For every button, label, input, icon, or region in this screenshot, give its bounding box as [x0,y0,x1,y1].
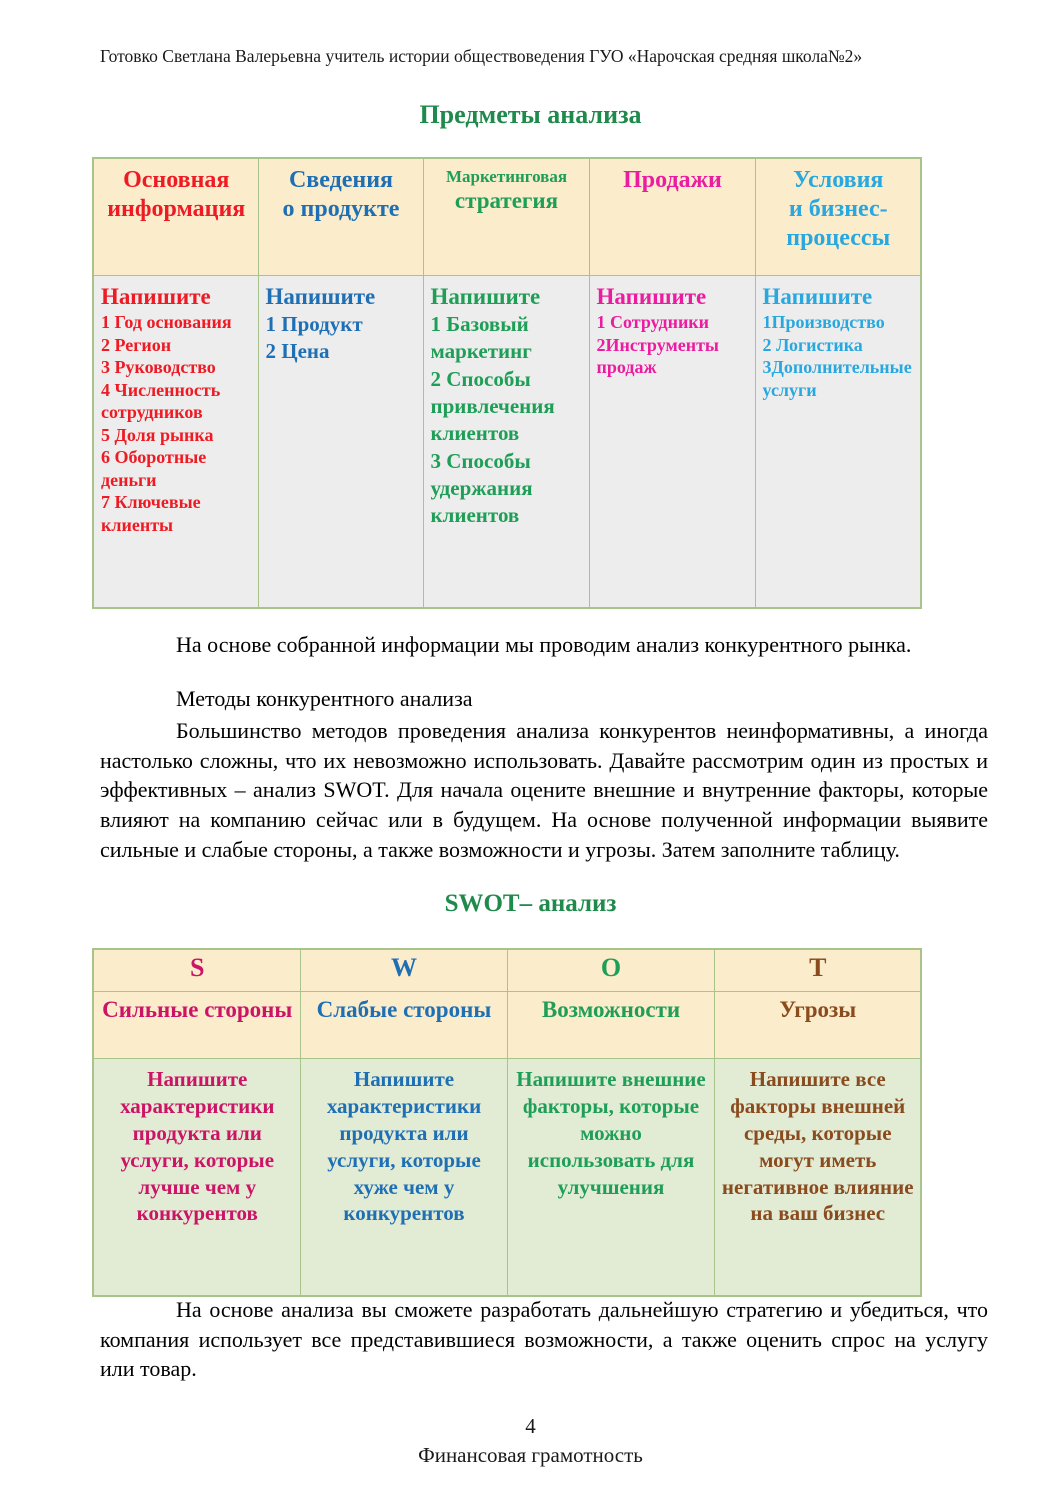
cell-product-info [258,276,423,609]
swot-letter-o: O [507,949,714,992]
cell-main-info [93,276,258,609]
running-header: Готовко Светлана Валерьевна учитель истории обществоведения ГУО «Нарочская средняя школа№2» [100,46,863,66]
swot-cell-threats: Напишите все факторы внешней среды, которые могут иметь негативное влияние на ваш бизнес [714,1059,921,1297]
swot-name-weaknesses: Слабые стороны [300,992,507,1059]
paragraph-market-analysis: На основе собранной информации мы проводим анализ конкурентного рынка. [176,632,912,657]
header-line-2: информация [107,195,246,222]
table-row-swot-names [93,992,921,1059]
page-title-swot: SWOT– анализ [444,890,617,917]
swot-cell-weaknesses: Напишите характеристики продукта или услуги, которые хуже чем у конкурентов [300,1059,507,1297]
cell-item-list: 1Производство 2 Логистика 3Дополнительные услуги [762,312,912,400]
cell-lead-label: Напишите [265,284,376,309]
cell-item-list: 1 Продукт 2 Цена [265,312,363,364]
cell-item-list: 1 Базовый маркетинг 2 Способы привлечения клиентов 3 Способы удержания клиентов [430,312,555,528]
swot-name-opportunities: Возможности [507,992,714,1059]
column-header-sales [589,158,755,276]
header-line-2: о продукте [282,195,400,222]
cell-lead-label: Напишите [430,284,541,309]
table-swot-analysis [92,948,922,1297]
cell-marketing-strategy [423,276,589,609]
cell-item-list: 1 Сотрудники 2Инструменты продаж [596,312,719,378]
swot-name-threats: Угрозы [714,992,921,1059]
swot-cell-opportunities: Напишите внешние факторы, которые можно использовать для улучшения [507,1059,714,1297]
header-line-1: Условия [793,167,884,193]
header-line-1: Сведения [288,167,394,193]
page-number: 4 [525,1414,536,1438]
swot-name-strengths: Сильные стороны [93,992,300,1059]
table-row-swot-body [93,1059,921,1297]
header-line-2: стратегия [454,188,559,214]
cell-item-list: 1 Год основания 2 Регион 3 Руководство 4 Численность сотрудников 5 Доля рынка 6 Оборотные деньги 7 Ключевые клиенты [101,312,232,535]
cell-lead-label: Напишите [101,284,211,309]
header-line-1: Основная [123,167,230,193]
paragraph-conclusion: На основе анализа вы сможете разработать дальнейшую стратегию и убедиться, что компания использует все представившиеся возможности, а также оценить спрос на услугу или товар. [100,1297,988,1382]
cell-conditions [755,276,921,609]
swot-letter-w: W [300,949,507,992]
paragraph-methods-heading: Методы конкурентного анализа [176,686,473,711]
table-subjects-of-analysis [92,157,922,609]
swot-cell-strengths: Напишите характеристики продукта или услуги, которые лучше чем у конкурентов [93,1059,300,1297]
cell-lead-label: Напишите [596,284,707,309]
footer-text: Финансовая грамотность [418,1443,643,1467]
table-row-body [93,276,921,609]
column-header-conditions [755,158,921,276]
header-line-1: Маркетинговая [445,167,568,186]
column-header-main-info [93,158,258,276]
paragraph-swot-intro: Большинство методов проведения анализа конкурентов неинформативны, а иногда настолько сложны, что их невозможно использовать. Давайте рассмотрим один из простых и эффективных – анализ SWOT. Для начала оцените внешние и внутренние факторы, которые влияют на компанию сейчас или в будущем. На основе полученной информации выявите сильные и слабые стороны, а также возможности и угрозы. Затем заполните таблицу. [100,718,988,862]
column-header-marketing-strategy [423,158,589,276]
table-row-swot-letters [93,949,921,992]
table-row-headers [93,158,921,276]
header-line-2: и бизнес-процессы [786,195,891,251]
cell-sales [589,276,755,609]
header-line-1: Продажи [623,167,722,193]
page-title-subjects: Предметы анализа [419,100,642,129]
cell-lead-label: Напишите [762,284,873,309]
column-header-product-info [258,158,423,276]
swot-letter-t: T [714,949,921,992]
swot-letter-s: S [93,949,300,992]
